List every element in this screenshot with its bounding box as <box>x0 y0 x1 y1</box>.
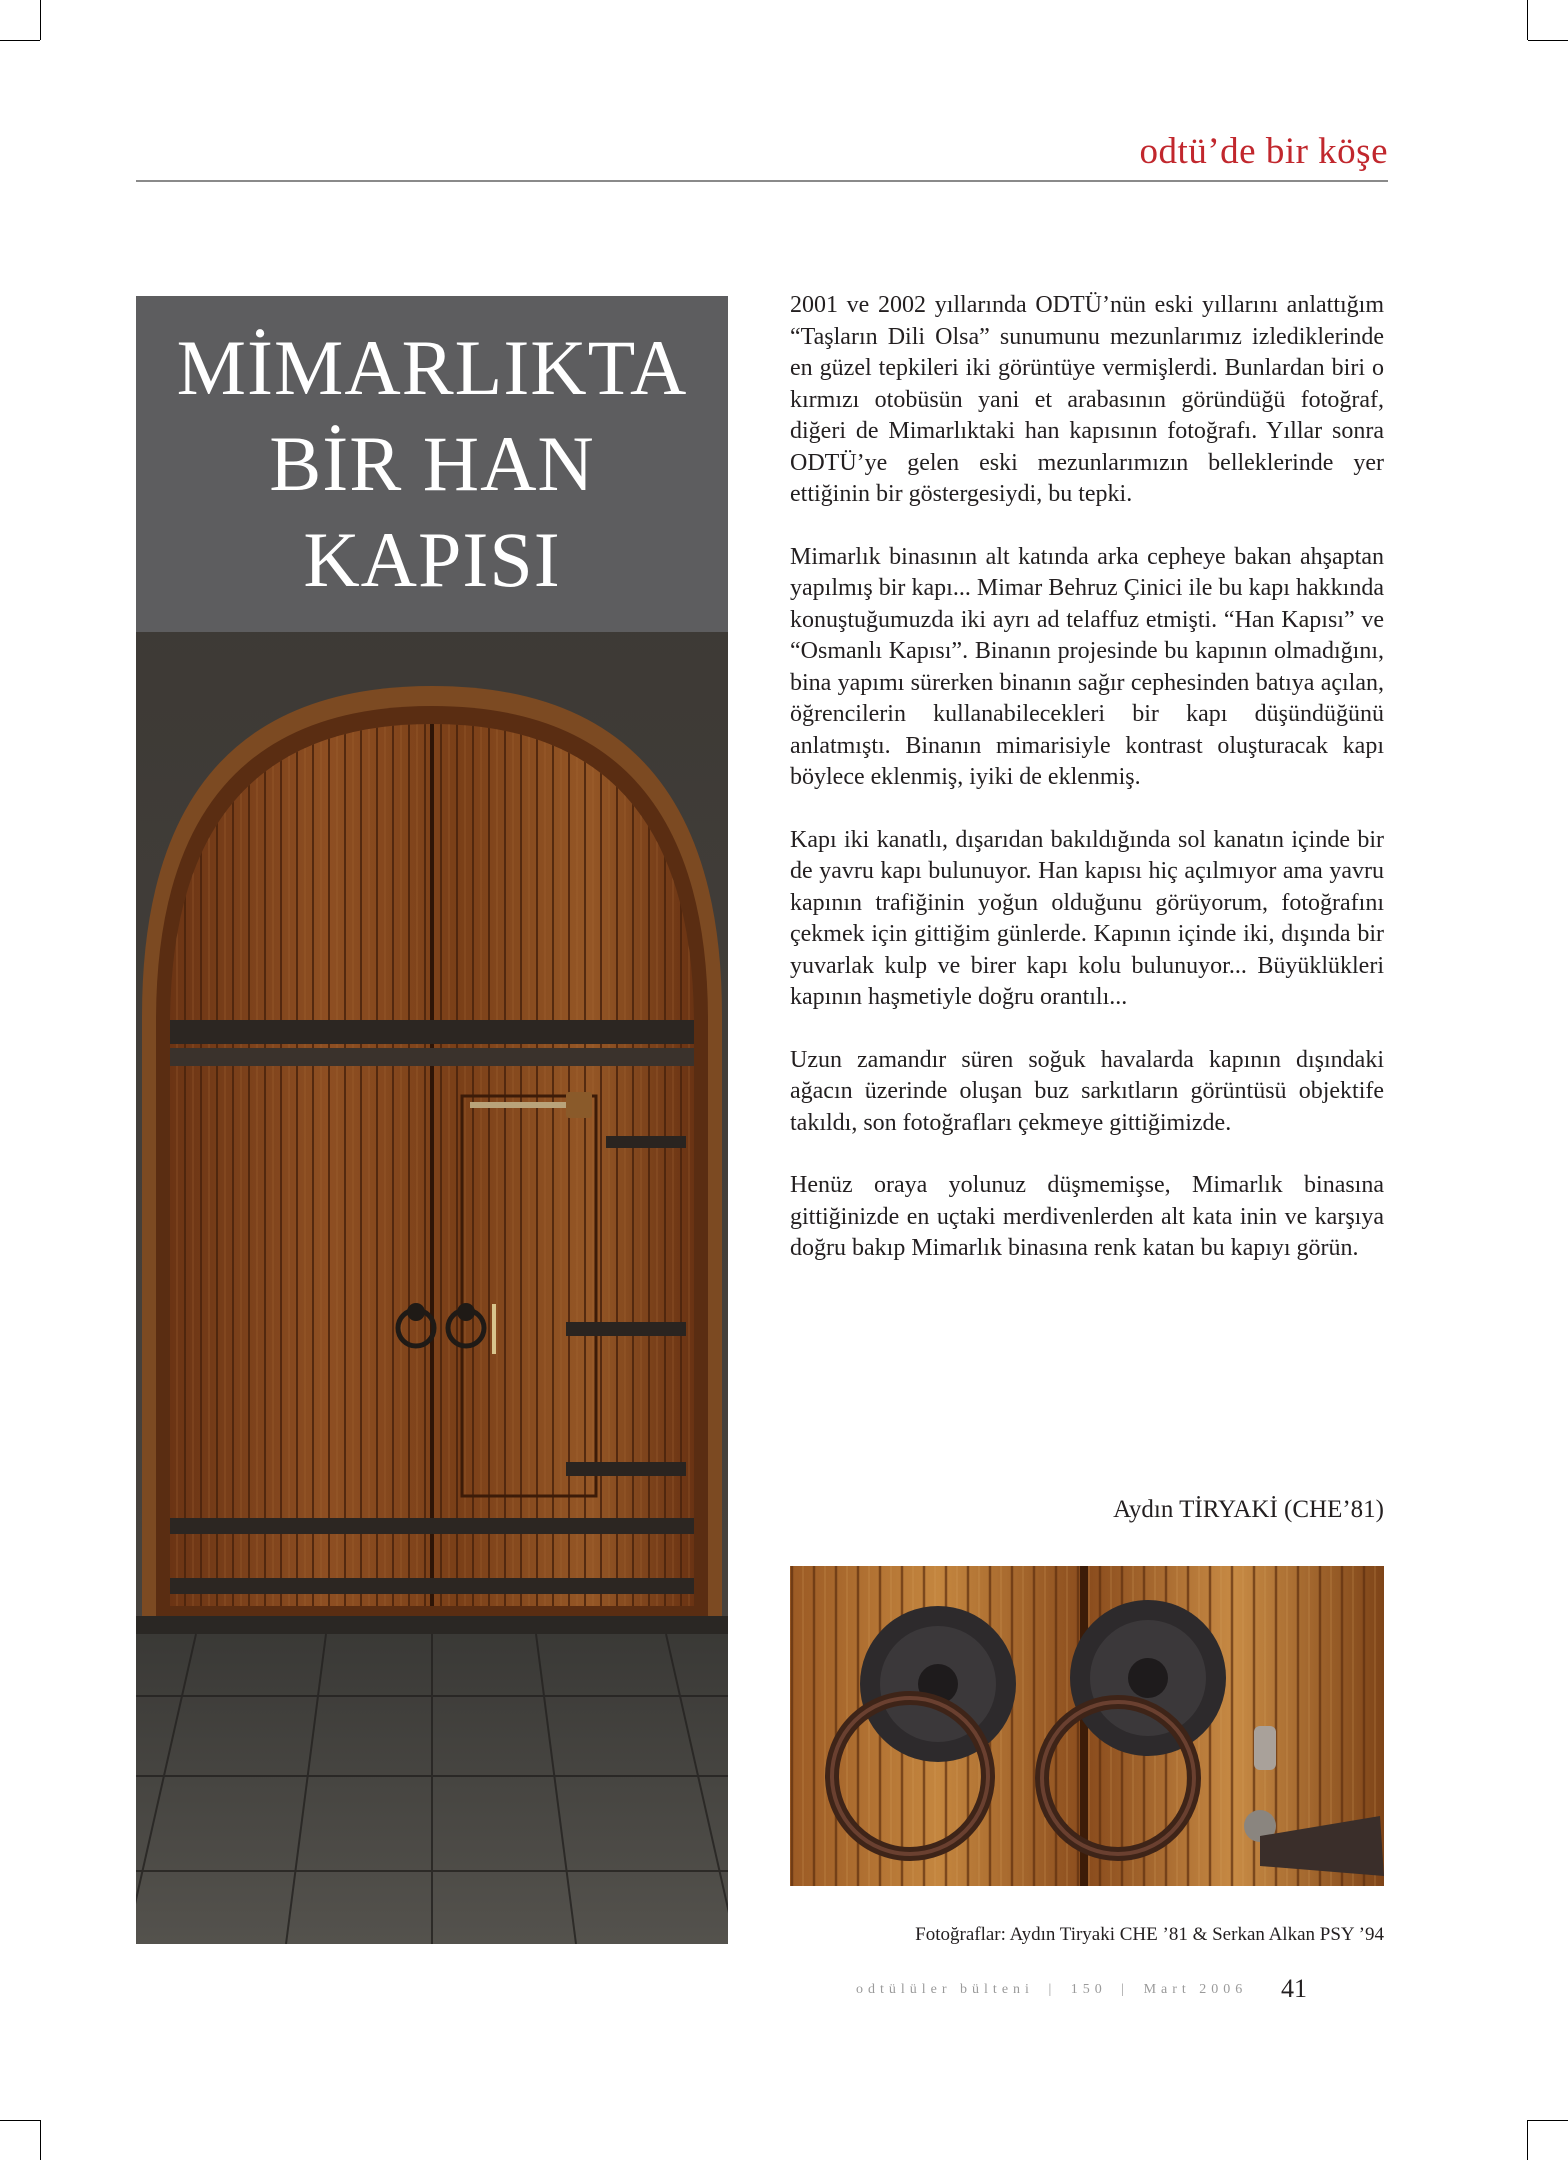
article-paragraph: Mimarlık binasının alt katında arka cepheye bakan ahşaptan yapılmış bir kapı... Mimar Behruz Çinici ile bu kapı hakkında konuştuğumuzda iki ayrı ad telaffuz etmişti. “Han Kapısı” ve “Osmanlı Kapısı”. Binanın projesinde bu kapının olmadığını, bina yapımı sürerken binanın sağır cephesinden batıya açılan, öğrencilerin kullanabilecekleri bir kapı düşündüğünü anlatmıştı. Binanın mimarisiyle kontrast oluşturacak kapı böylece eklenmiş, iyiki de eklenmiş. <box>790 543 1384 790</box>
article-body <box>790 290 1384 1296</box>
title-band <box>136 296 728 632</box>
crop-mark <box>1527 2120 1528 2160</box>
issue-number: 150 <box>1070 1982 1107 1997</box>
crop-mark <box>40 0 41 40</box>
header-divider <box>136 180 1388 182</box>
page-number: 41 <box>1281 1974 1307 2003</box>
article-paragraph: 2001 ve 2002 yıllarında ODTÜ’nün eski yıllarını anlattığım “Taşların Dili Olsa” sunumunu mezunlarımız izlediklerinde en güzel tepkileri iki görüntüye vermişlerdi. Bunlardan biri o kırmızı otobüsün yani et arabasının göründüğü fotoğraf, diğeri de Mimarlıktaki han kapısının fotoğrafı. Yıllar sonra ODTÜ’ye gelen eski mezunlarımızın belleklerinde yer ettiğinin bir göstergesiydi, bu tepki. <box>790 292 1384 507</box>
footer-separator: | <box>1048 1982 1057 1997</box>
crop-mark <box>1528 2120 1568 2121</box>
page-footer <box>856 1982 1253 1998</box>
crop-mark <box>0 2120 40 2121</box>
knocker-illustration <box>790 1566 1384 1886</box>
crop-mark <box>0 40 40 41</box>
crop-mark <box>1528 40 1568 41</box>
article-title-line-2: BİR HAN <box>269 420 595 507</box>
publication-name: odtülüler bülteni <box>856 1982 1034 1997</box>
article-title-line-1: MİMARLIKTA <box>176 324 688 411</box>
article-paragraph: Henüz oraya yolunuz düşmemişse, Mimarlık binasına gittiğinizde en uçtaki merdivenlerden alt kata inin ve karşıya doğru bakıp Mimarlık binasına renk katan bu kapıyı görün. <box>790 1172 1384 1261</box>
crop-mark <box>40 2120 41 2160</box>
crop-mark <box>1527 0 1528 40</box>
article-paragraph: Kapı iki kanatlı, dışarıdan bakıldığında sol kanatın içinde bir de yavru kapı bulunuyor. Han kapısı hiç açılmıyor ama yavru kapının trafiğinin yoğun olduğunu görüyorum, fotoğrafını çekmek için gittiğim günlerde. Kapının içinde iki, dışında bir yuvarlak kulp ve birer kapı kolu bulunuyor... Büyüklükleri kapının haşmetiyle doğru orantılı... <box>790 826 1384 1010</box>
footer-separator: | <box>1121 1982 1130 1997</box>
section-title: odtü’de bir köşe <box>1139 131 1388 172</box>
article-title-line-3: KAPISI <box>303 516 561 603</box>
author-signature: Aydın TİRYAKİ (CHE’81) <box>1113 1496 1384 1523</box>
door-knocker-photo <box>790 1566 1384 1886</box>
article-paragraph: Uzun zamandır süren soğuk havalarda kapının dışındaki ağacın üzerinde oluşan buz sarkıtların görüntüsü objektife takıldı, son fotoğrafları çekmeye gittiğimizde. <box>790 1046 1384 1136</box>
door-photo <box>136 296 728 1944</box>
issue-date: Mart 2006 <box>1143 1982 1248 1997</box>
photo-caption: Fotoğraflar: Aydın Tiryaki CHE ’81 & Serkan Alkan PSY ’94 <box>915 1924 1384 1945</box>
